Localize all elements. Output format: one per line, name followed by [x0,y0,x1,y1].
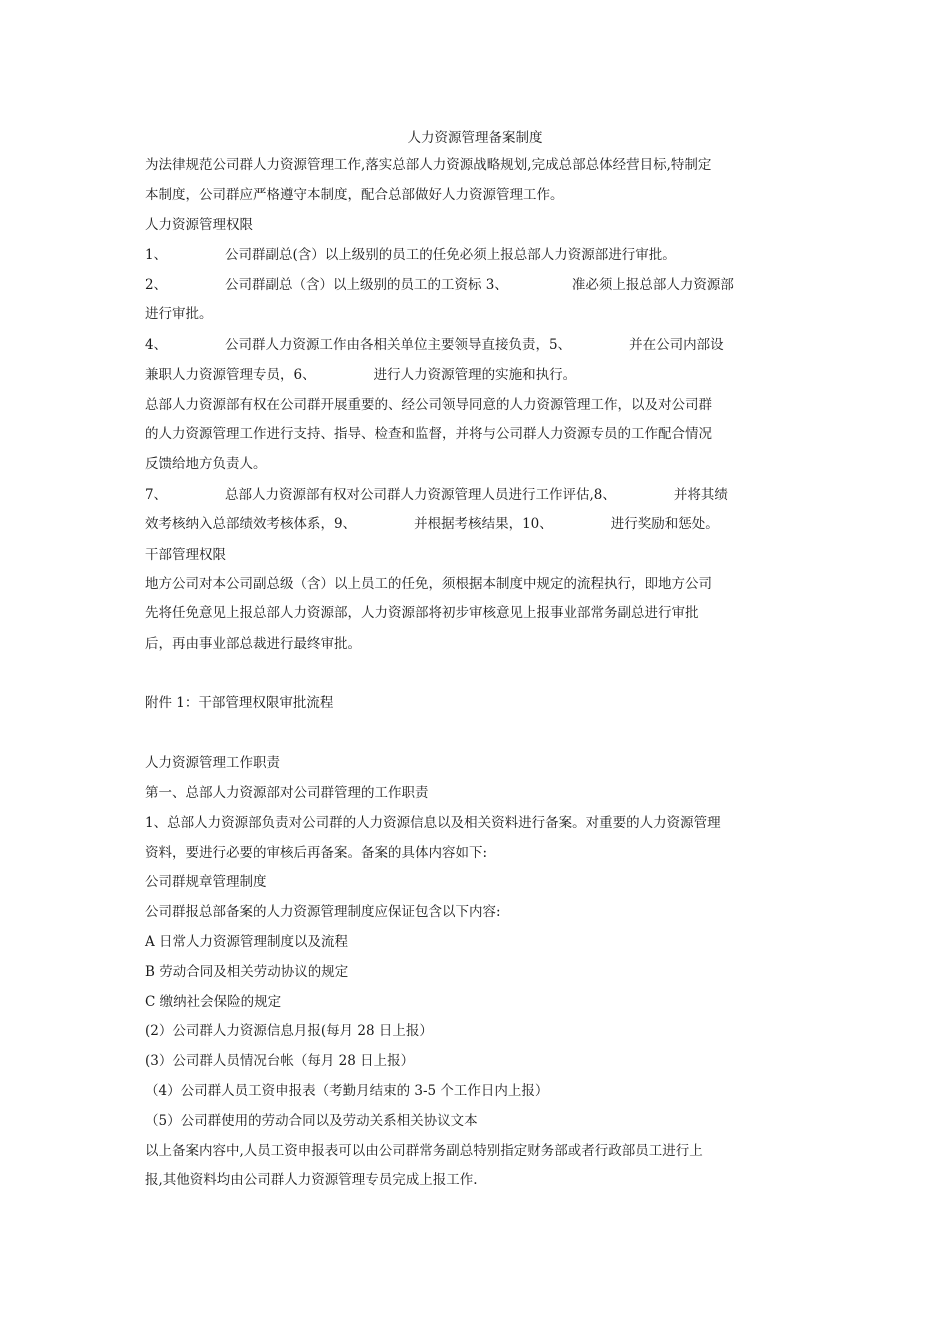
cadre-paragraph-line-2: 先将任免意见上报总部人力资源部，人力资源部将初步审核意见上报事业部常务副总进行审批 [145,605,699,621]
list-item-7-continuation [145,515,719,533]
list-num-item: （5）公司群使用的劳动合同以及劳动关系相关协议文本 [145,1113,478,1129]
list-abc-item: B 劳动合同及相关劳动协议的规定 [145,964,349,980]
list-abc-item: C 缴纳社会保险的规定 [145,994,282,1010]
item-text: 总部人力资源部有权对公司群人力资源管理人员进行工作评估,8、 [225,487,616,503]
list-num-item: (3）公司群人员情况台帐（每月 28 日上报） [145,1053,415,1069]
sub-rules-heading: 公司群规章管理制度 [145,874,267,890]
hq-paragraph-line-1: 总部人力资源部有权在公司群开展重要的、经公司领导同意的人力资源管理工作，以及对公司群 [145,397,712,413]
hq-paragraph-line-2: 的人力资源管理工作进行支持、指导、检查和监督，并将与公司群人力资源专员的工作配合情况 [145,426,712,442]
list-item-4-continuation [145,366,576,384]
section-cadre: 干部管理权限 [145,547,226,563]
list-num-item: (2）公司群人力资源信息月报(每月 28 日上报） [145,1023,433,1039]
list-item-2 [145,276,734,294]
item-number: 2、 [145,277,168,293]
item-text: 并根据考核结果，10、 [414,516,553,532]
item-text: 公司群副总（含）以上级别的员工的工资标 3、 [225,277,508,293]
closing-line-2: 报,其他资料均由公司群人力资源管理专员完成上报工作. [145,1172,478,1188]
item-number: 1、 [145,247,168,263]
item-text: 公司群副总(含）以上级别的员工的任免必须上报总部人力资源部进行审批。 [225,247,676,263]
section-duties: 人力资源管理工作职责 [145,755,280,771]
item-number: 7、 [145,487,168,503]
item-text: 效考核纳入总部绩效考核体系，9、 [145,516,357,532]
item-text-continued: 并在公司内部设 [629,337,724,353]
list-abc-item: A 日常人力资源管理制度以及流程 [145,934,349,950]
document-title: 人力资源管理备案制度 [407,130,543,146]
item-text: 兼职人力资源管理专员，6、 [145,367,316,383]
attachment-line: 附件 1：干部管理权限审批流程 [145,695,334,711]
duty1-line-2: 资料，要进行必要的审核后再备案。备案的具体内容如下: [145,845,488,861]
list-num-item: （4）公司群人员工资申报表（考勤月结束的 3-5 个工作日内上报） [145,1083,549,1099]
item-text: 进行奖励和惩处。 [610,516,719,532]
item-text: 公司群人力资源工作由各相关单位主要领导直接负责，5、 [225,337,572,353]
closing-line-1: 以上备案内容中,人员工资申报表可以由公司群常务副总特别指定财务部或者行政部员工进行上 [145,1143,703,1159]
item-number: 4、 [145,337,168,353]
cadre-paragraph-line-1: 地方公司对本公司副总级（含）以上员工的任免，须根据本制度中规定的流程执行，即地方公司 [145,576,712,592]
item-text-continued: 准必须上报总部人力资源部 [571,277,734,293]
section-hr-authority: 人力资源管理权限 [145,217,253,233]
duty1-line-1: 1、总部人力资源部负责对公司群的人力资源信息以及相关资料进行备案。对重要的人力资源管理 [145,815,721,831]
hq-paragraph-line-3: 反馈给地方负责人。 [145,456,267,472]
list-item-4 [145,336,724,354]
intro-line-1: 为法律规范公司群人力资源管理工作,落实总部人力资源战略规划,完成总部总体经营目标,特制定 [145,157,712,173]
list-item-2-continuation: 进行审批。 [145,306,213,322]
intro-line-2: 本制度，公司群应严格遵守本制度，配合总部做好人力资源管理工作。 [145,187,564,203]
cadre-paragraph-line-3: 后，再由事业部总裁进行最终审批。 [145,636,361,652]
list-item-1 [145,246,676,264]
section-first: 第一、总部人力资源部对公司群管理的工作职责 [145,785,429,801]
list-item-7 [145,486,728,504]
item-text-continued: 并将其绩 [673,487,728,503]
item-text-continued: 进行人力资源管理的实施和执行。 [373,367,577,383]
sub-rules-description: 公司群报总部备案的人力资源管理制度应保证包含以下内容: [145,904,501,920]
